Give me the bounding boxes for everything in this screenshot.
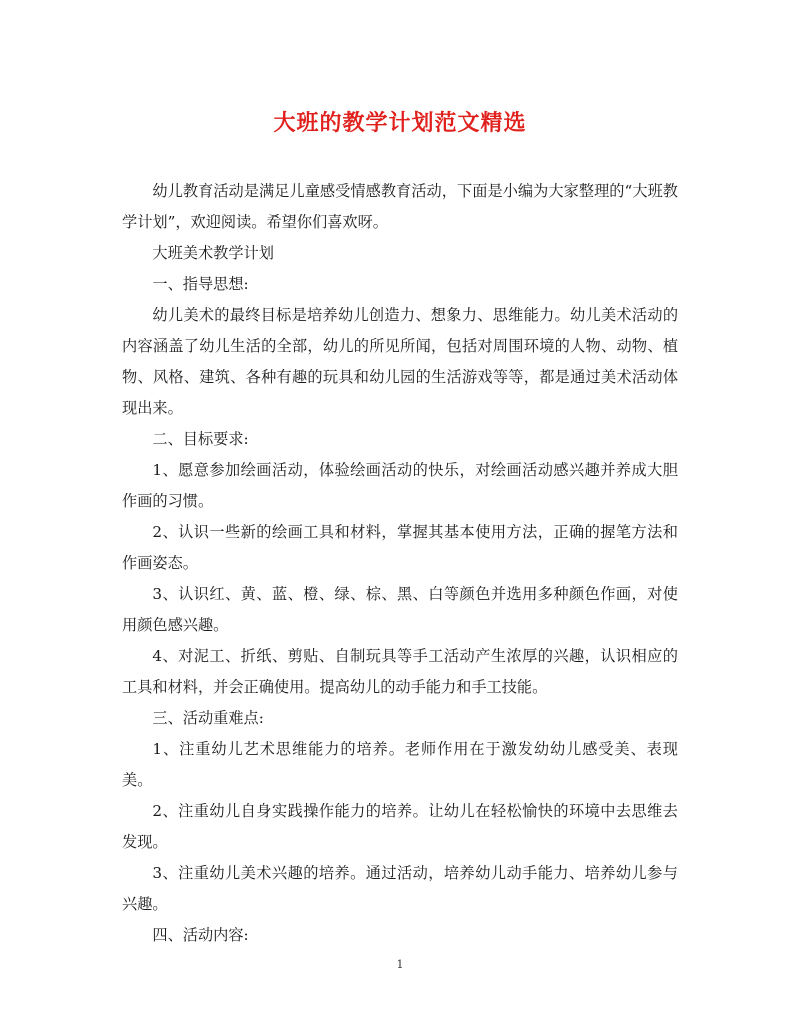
- key-point-item-2: 2、注重幼儿自身实践操作能力的培养。让幼儿在轻松愉快的环境中去思维去发现。: [122, 802, 678, 851]
- intro-paragraph: 幼儿教育活动是满足儿童感受情感教育活动，下面是小编为大家整理的“大班教学计划”，欢迎阅读。希望你们喜欢呀。: [122, 182, 678, 231]
- goal-item-4: 4、对泥工、折纸、剪贴、自制玩具等手工活动产生浓厚的兴趣，认识相应的工具和材料，并会正确使用。提高幼儿的动手能力和手工技能。: [122, 647, 678, 696]
- document-title: 大班的教学计划范文精选: [273, 110, 527, 136]
- section-heading-goals: 二、目标要求:: [152, 430, 249, 448]
- goal-item-1: 1、愿意参加绘画活动，体验绘画活动的快乐，对绘画活动感兴趣并养成大胆作画的习惯。: [122, 461, 678, 510]
- guiding-thought-paragraph: 幼儿美术的最终目标是培养幼儿创造力、想象力、思维能力。幼儿美术活动的内容涵盖了幼儿生活的全部，幼儿的所见所闻，包括对周围环境的人物、动物、植物、风格、建筑、各种有趣的玩具和幼儿园的生活游戏等等，都是通过美术活动体现出来。: [122, 306, 678, 417]
- document-body: [122, 176, 678, 951]
- page-number: 1: [396, 958, 404, 971]
- key-point-item-3: 3、注重幼儿美术兴趣的培养。通过活动，培养幼儿动手能力、培养幼儿参与兴趣。: [122, 864, 678, 913]
- section-heading-guiding-thought: 一、指导思想:: [152, 275, 249, 293]
- goal-item-3: 3、认识红、黄、蓝、橙、绿、棕、黑、白等颜色并选用多种颜色作画，对使用颜色感兴趣。: [122, 585, 678, 634]
- section-heading-art-plan: 大班美术教学计划: [152, 244, 274, 262]
- section-heading-key-points: 三、活动重难点:: [152, 709, 264, 727]
- key-point-item-1: 1、注重幼儿艺术思维能力的培养。老师作用在于激发幼幼儿感受美、表现美。: [122, 740, 678, 789]
- goal-item-2: 2、认识一些新的绘画工具和材料，掌握其基本使用方法，正确的握笔方法和作画姿态。: [122, 523, 678, 572]
- section-heading-activity-content: 四、活动内容:: [152, 926, 249, 944]
